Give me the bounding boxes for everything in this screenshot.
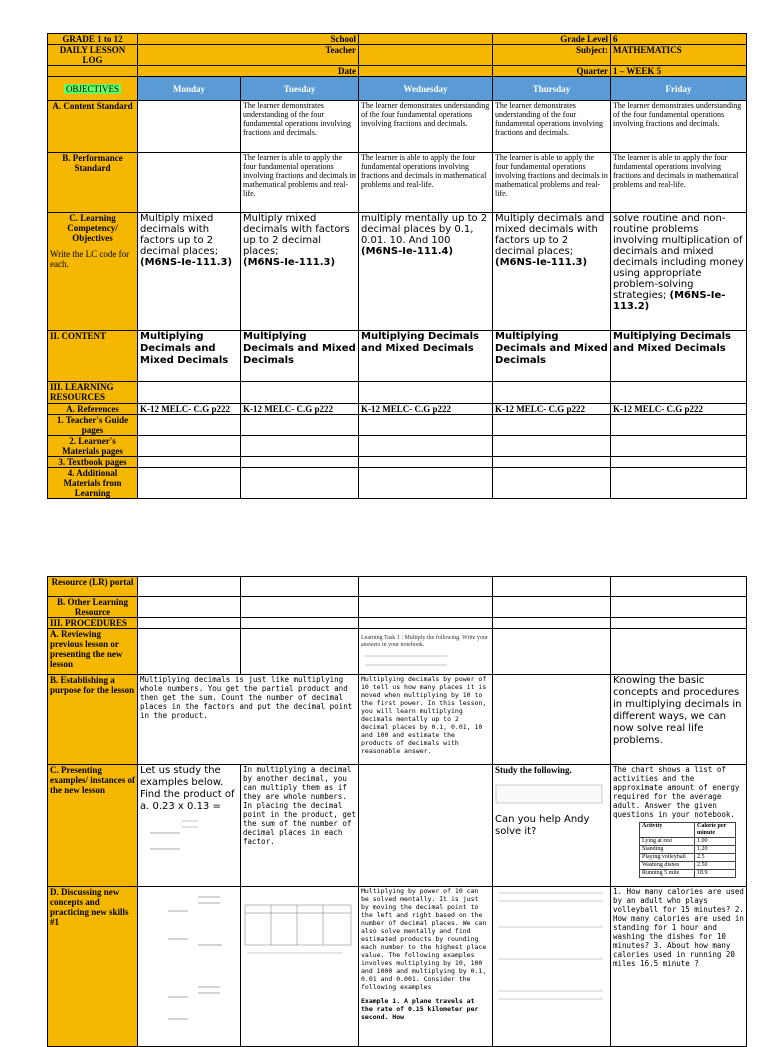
cell-empty bbox=[138, 618, 241, 629]
establishing-mon: Multiplying decimals is just like multiplying whole numbers. You get the partial product and then get the sum. Count the number of decimal places in the factors and put the decimal point in the product. bbox=[138, 675, 359, 765]
row-label-competency bbox=[48, 213, 138, 331]
cell-empty bbox=[611, 618, 747, 629]
row-label-other-resource: B. Other Learning Resource bbox=[48, 597, 138, 618]
cell-empty bbox=[241, 457, 359, 468]
reviewing-wed bbox=[359, 629, 493, 675]
cell-empty bbox=[611, 629, 747, 675]
calorie-activity: Lying at rest bbox=[640, 838, 695, 846]
cell-empty bbox=[241, 618, 359, 629]
calorie-table-row bbox=[640, 854, 736, 862]
performance-standard-wed: The learner is able to apply the four fundamental operations involving fractions and decimals in mathematical problems and real-life. bbox=[359, 153, 493, 213]
row-label-teachers-guide: 1. Teacher's Guide pages bbox=[48, 415, 138, 436]
competency-wed bbox=[359, 213, 493, 331]
competency-fri-code: (M6NS-Ie-113.2) bbox=[613, 290, 726, 312]
day-thursday: Thursday bbox=[493, 77, 611, 101]
discussing-tue bbox=[241, 887, 359, 1047]
row-label-presenting: C. Presenting examples/ instances of the new lesson bbox=[48, 765, 138, 887]
performance-standard-fri: The learner is able to apply the four fundamental operations involving fractions and decimals in mathematical problems and real-life. bbox=[611, 153, 747, 213]
cell-empty bbox=[359, 468, 493, 499]
day-wednesday: Wednesday bbox=[359, 77, 493, 101]
cell-empty bbox=[359, 457, 493, 468]
calorie-value: 18.9 bbox=[695, 870, 736, 878]
calorie-value: 1.00 bbox=[695, 838, 736, 846]
calorie-value: 1.20 bbox=[695, 846, 736, 854]
subject-label: Subject: bbox=[493, 45, 611, 66]
calorie-activity: Playing volleyball bbox=[640, 854, 695, 862]
cell-empty bbox=[611, 382, 747, 404]
cell-empty bbox=[611, 436, 747, 457]
teacher-value bbox=[359, 45, 493, 66]
competency-thu bbox=[493, 213, 611, 331]
learning-task-title: Learning Task 1 : Multiply the following. Write your answers in your notebook. bbox=[361, 635, 488, 648]
cell-empty bbox=[359, 436, 493, 457]
blank-cell bbox=[48, 66, 138, 77]
reference-mon: K-12 MELC- C.G p222 bbox=[138, 404, 241, 415]
cell-empty bbox=[493, 468, 611, 499]
cell-empty bbox=[241, 436, 359, 457]
day-tuesday: Tuesday bbox=[241, 77, 359, 101]
content-wed: Multiplying Decimals and Mixed Decimals bbox=[359, 331, 493, 382]
competency-fri bbox=[611, 213, 747, 331]
content-thu: Multiplying Decimals and Mixed Decimals bbox=[493, 331, 611, 382]
andy-solution-steps-image bbox=[495, 887, 607, 1035]
calorie-table-row bbox=[640, 846, 736, 854]
calorie-value: 2.5 bbox=[695, 854, 736, 862]
teacher-label: Teacher bbox=[138, 45, 359, 66]
presenting-fri bbox=[611, 765, 747, 887]
content-standard-thu: The learner demonstrates understanding of the four fundamental operations involving fractions and decimals. bbox=[493, 101, 611, 153]
competency-thu-text: Multiply decimals and mixed decimals with factors up to 2 decimal places; bbox=[495, 213, 605, 257]
lesson-log-table-bottom bbox=[47, 576, 747, 1047]
discussing-wed-text: Multiplying by power of 10 can be solved mentally. It is just by moving the decimal point to the left and right based on the number of decimal places. We can also solve mentally and find estimated products by rounding each number to the highest place value. The following examples involves multiplying by 10, 100 and 1000 and multiplying by 0.1, 0.01 and 0.001. Consider the following examples bbox=[361, 887, 487, 991]
cell-empty bbox=[359, 382, 493, 404]
cell-empty bbox=[493, 382, 611, 404]
day-friday: Friday bbox=[611, 77, 747, 101]
andy-problem-image bbox=[495, 783, 605, 805]
cell-empty bbox=[611, 415, 747, 436]
content-fri: Multiplying Decimals and Mixed Decimals bbox=[611, 331, 747, 382]
content-tue: Multiplying Decimals and Mixed Decimals bbox=[241, 331, 359, 382]
calorie-table-row bbox=[640, 862, 736, 870]
calorie-activity: Standing bbox=[640, 846, 695, 854]
presenting-thu bbox=[493, 765, 611, 887]
row-label-establishing: B. Establishing a purpose for the lesson bbox=[48, 675, 138, 765]
establishing-fri: Knowing the basic concepts and procedures in multiplying decimals in different ways, we can now solve real life problems. bbox=[611, 675, 747, 765]
day-monday: Monday bbox=[138, 77, 241, 101]
reference-wed: K-12 MELC- C.G p222 bbox=[359, 404, 493, 415]
cell-empty bbox=[241, 577, 359, 597]
grade-level-value: 6 bbox=[611, 34, 747, 45]
performance-standard-thu: The learner is able to apply the four fundamental operations involving fractions and decimals in mathematical problems and real-life. bbox=[493, 153, 611, 213]
school-label: School bbox=[138, 34, 359, 45]
cell-empty bbox=[611, 577, 747, 597]
daily-lesson-log-title: DAILY LESSON LOG bbox=[48, 45, 138, 66]
study-following-label: Study the following. bbox=[495, 765, 572, 775]
discussing-thu bbox=[493, 887, 611, 1047]
lesson-log-table-top bbox=[47, 33, 747, 499]
discussing-mon bbox=[138, 887, 241, 1047]
calorie-table-row bbox=[640, 838, 736, 846]
quarter-value: 1 – WEEK 5 bbox=[611, 66, 747, 77]
multiplication-example-image bbox=[140, 813, 230, 869]
objectives-header bbox=[48, 77, 138, 101]
cell-empty bbox=[359, 597, 493, 618]
row-label-additional-materials: 4. Additional Materials from Learning bbox=[48, 468, 138, 499]
cell-empty bbox=[359, 415, 493, 436]
decimal-multiplication-worked-examples bbox=[140, 887, 238, 1037]
cell-empty bbox=[611, 597, 747, 618]
calorie-table-row bbox=[640, 870, 736, 878]
competency-mon-code: (M6NS-Ie-111.3) bbox=[140, 257, 233, 268]
presenting-mon-text: Let us study the examples below. Find the product of a. 0.23 x 0.13 = bbox=[140, 765, 235, 812]
row-label-performance-standard: B. Performance Standard bbox=[48, 153, 138, 213]
discussing-wed bbox=[359, 887, 493, 1047]
cell-empty bbox=[138, 577, 241, 597]
quarter-label: Quarter bbox=[493, 66, 611, 77]
cell-empty bbox=[138, 153, 241, 213]
competency-wed-text: multiply mentally up to 2 decimal places by 0.1, 0.01. 10. And 100 bbox=[361, 213, 488, 246]
calorie-activity: Washing dishes bbox=[640, 862, 695, 870]
subject-value: MATHEMATICS bbox=[611, 45, 747, 66]
cell-empty bbox=[493, 415, 611, 436]
grade-level-label: Grade Level bbox=[493, 34, 611, 45]
cell-empty bbox=[359, 765, 493, 887]
content-standard-wed: The learner demonstrates understanding of the four fundamental operations involving fractions and decimals. bbox=[359, 101, 493, 153]
cell-empty bbox=[241, 415, 359, 436]
school-value bbox=[359, 34, 493, 45]
cell-empty bbox=[138, 457, 241, 468]
cell-empty bbox=[493, 629, 611, 675]
date-value bbox=[359, 66, 493, 77]
row-label-reviewing: A. Reviewing previous lesson or presenting the new lesson bbox=[48, 629, 138, 675]
calorie-table-header: Calorie per minute bbox=[695, 823, 736, 838]
establishing-wed: Multiplying decimals by power of 10 tell us how many places it is moved when multiplying by 10 to the first power. In this lesson, you will learn multiplying decimals mentally up to 2 decimal places by 0.1, 0.01, 10 and 100 and estimate the products of decimals with reasonable answer. bbox=[359, 675, 493, 765]
cell-empty bbox=[359, 577, 493, 597]
cell-empty bbox=[493, 675, 611, 765]
row-label-textbook: 3. Textbook pages bbox=[48, 457, 138, 468]
cell-empty bbox=[611, 468, 747, 499]
reference-fri: K-12 MELC- C.G p222 bbox=[611, 404, 747, 415]
learning-task-image bbox=[361, 649, 451, 669]
row-label-discussing: D. Discussing new concepts and practicing new skills #1 bbox=[48, 887, 138, 1047]
calorie-value: 2.50 bbox=[695, 862, 736, 870]
performance-standard-tue: The learner is able to apply the four fundamental operations involving fractions and decimals in mathematical problems and real-life. bbox=[241, 153, 359, 213]
cell-empty bbox=[138, 597, 241, 618]
row-label-references: A. References bbox=[48, 404, 138, 415]
presenting-tue: In multiplying a decimal by another decimal, you can multiply them as if they are whole numbers. In placing the decimal point in the product, get the sum of the number of decimal places in each factor. bbox=[241, 765, 359, 887]
discussing-fri: 1. How many calories are used by an adult who plays volleyball for 15 minutes? 2. How many calories are used in standing for 1 hour and washing the dishes for 10 minutes? 3. About how many calories used in running 20 miles 16.5 minute ? bbox=[611, 887, 747, 1047]
row-label-learning-resources: III. LEARNING RESOURCES bbox=[48, 382, 138, 404]
cell-empty bbox=[611, 457, 747, 468]
competency-fri-text: solve routine and non-routine problems involving multiplication of decimals and mixed decimals including money using appropriate problem-solving strategies; bbox=[613, 213, 744, 301]
cell-empty bbox=[138, 415, 241, 436]
example-1: Example 1. A plane travels at the rate of 0.15 kilometer per second. How bbox=[361, 997, 479, 1021]
content-standard-tue: The learner demonstrates understanding of the four fundamental operations involving fractions and decimals. bbox=[241, 101, 359, 153]
cell-empty bbox=[138, 468, 241, 499]
cell-empty bbox=[493, 457, 611, 468]
competency-note: Write the LC code for each. bbox=[50, 249, 130, 269]
cell-empty bbox=[138, 101, 241, 153]
date-label: Date bbox=[138, 66, 359, 77]
row-label-lr-portal: Resource (LR) portal bbox=[48, 577, 138, 597]
competency-mon bbox=[138, 213, 241, 331]
cell-empty bbox=[493, 618, 611, 629]
objectives-label: OBJECTIVES bbox=[65, 83, 119, 94]
presenting-mon bbox=[138, 765, 241, 887]
cell-empty bbox=[138, 436, 241, 457]
cell-empty bbox=[493, 577, 611, 597]
cell-empty bbox=[138, 629, 241, 675]
competency-mon-text: Multiply mixed decimals with factors up to 2 decimal places; bbox=[140, 213, 219, 257]
cell-empty bbox=[241, 382, 359, 404]
competency-tue-code: (M6NS-Ie-111.3) bbox=[243, 257, 336, 268]
content-mon: Multiplying Decimals and Mixed Decimals bbox=[138, 331, 241, 382]
place-value-table-image bbox=[243, 893, 355, 959]
cell-empty bbox=[493, 597, 611, 618]
presenting-fri-text: The chart shows a list of activities and the approximate amount of energy required for the average adult. Answer the given questions in your notebook. bbox=[613, 765, 740, 819]
row-label-content-standard: A. Content Standard bbox=[48, 101, 138, 153]
competency-wed-code: (M6NS-Ie-111.4) bbox=[361, 246, 454, 257]
andy-question: Can you help Andy solve it? bbox=[495, 814, 590, 837]
cell-empty bbox=[138, 382, 241, 404]
cell-empty bbox=[241, 597, 359, 618]
competency-tue bbox=[241, 213, 359, 331]
calorie-table-header: Activity bbox=[640, 823, 695, 838]
calorie-activity: Running 5 mile bbox=[640, 870, 695, 878]
row-label-procedures: III. PROCEDURES bbox=[48, 618, 138, 629]
row-label-content: II. CONTENT bbox=[48, 331, 138, 382]
competency-thu-code: (M6NS-Ie-111.3) bbox=[495, 257, 588, 268]
competency-label: C. Learning Competency/ Objectives bbox=[67, 213, 118, 243]
content-standard-fri: The learner demonstrates understanding of the four fundamental operations involving fractions and decimals. bbox=[611, 101, 747, 153]
grade-label: GRADE 1 to 12 bbox=[48, 34, 138, 45]
calorie-table bbox=[639, 822, 736, 878]
cell-empty bbox=[241, 629, 359, 675]
cell-empty bbox=[359, 618, 493, 629]
row-label-learners-materials: 2. Learner's Materials pages bbox=[48, 436, 138, 457]
competency-tue-text: Multiply mixed decimals with factors up to 2 decimal places; bbox=[243, 213, 350, 257]
reference-thu: K-12 MELC- C.G p222 bbox=[493, 404, 611, 415]
cell-empty bbox=[493, 436, 611, 457]
cell-empty bbox=[241, 468, 359, 499]
reference-tue: K-12 MELC- C.G p222 bbox=[241, 404, 359, 415]
